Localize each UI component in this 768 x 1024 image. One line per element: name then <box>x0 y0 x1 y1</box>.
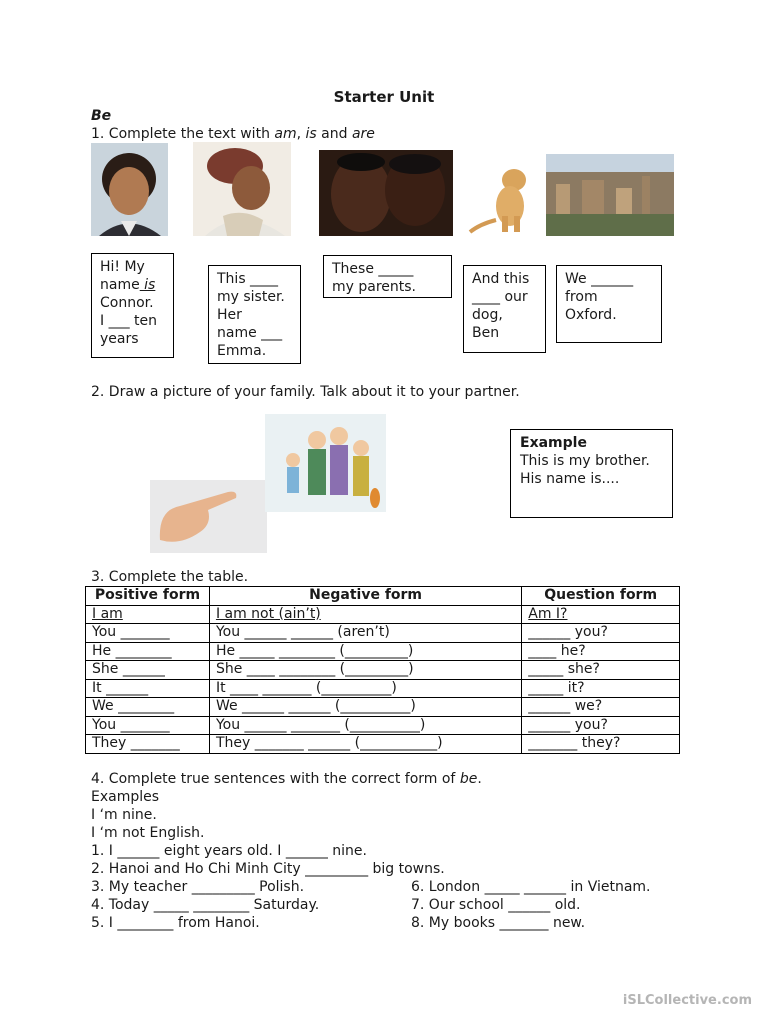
table-row: It ______ It ____ _______ (__________) _____ it? <box>86 679 680 698</box>
sentence-5: 5. I ________ from Hanoi. <box>91 915 260 931</box>
sentence-1: 1. I ______ eight years old. I ______ nine. <box>91 843 367 859</box>
text-box-emma: This ____ my sister. Her name ___ Emma. <box>208 265 301 364</box>
sentence-8: 8. My books _______ new. <box>411 915 586 931</box>
header-positive: Positive form <box>86 587 210 606</box>
header-negative: Negative form <box>209 587 521 606</box>
family-cartoon <box>265 414 386 512</box>
table-row: We ________ We ______ ______ (__________) ______ we? <box>86 698 680 717</box>
brand-watermark: iSLCollective.com <box>622 993 752 1008</box>
table-row: You _______ You ______ ______ (aren’t) ______ you? <box>86 624 680 643</box>
text-box-connor: Hi! My name is Connor. I ___ ten years <box>91 253 174 358</box>
table-row: She ______ She ____ ________ (_________) _____ she? <box>86 661 680 680</box>
table-row: You _______ You ______ _______ (__________) ______ you? <box>86 716 680 735</box>
text-box-dog: And this ____ our dog, Ben <box>463 265 546 353</box>
section-be-heading: Be <box>91 108 112 124</box>
pointing-hand-photo <box>150 480 267 553</box>
text-box-oxford: We ______ from Oxford. <box>556 265 662 343</box>
example-sentence-a: I ‘m nine. <box>91 807 157 823</box>
parents-photo <box>319 150 453 236</box>
example-sentence-b: I ‘m not English. <box>91 825 205 841</box>
sentence-2: 2. Hanoi and Ho Chi Minh City _________ big towns. <box>91 861 445 877</box>
boy-photo <box>91 143 168 236</box>
text-box-parents: These _____ my parents. <box>323 255 452 298</box>
example-title: Example <box>520 435 587 451</box>
examples-label: Examples <box>91 789 160 805</box>
sentence-3: 3. My teacher _________ Polish. <box>91 879 305 895</box>
be-forms-table <box>85 586 680 754</box>
exercise-4-instruction: 4. Complete true sentences with the correct form of be. <box>91 771 482 787</box>
table-row: They _______ They _______ ______ (___________) _______ they? <box>86 735 680 754</box>
sentence-4: 4. Today _____ ________ Saturday. <box>91 897 320 913</box>
sentence-6: 6. London _____ ______ in Vietnam. <box>411 879 651 895</box>
page-title: Starter Unit <box>333 88 435 106</box>
table-row: I am I am not (ain’t) Am I? <box>86 605 680 624</box>
oxford-photo <box>546 154 674 236</box>
example-box: Example This is my brother. His name is.... <box>510 429 673 518</box>
exercise-3-instruction: 3. Complete the table. <box>91 569 249 585</box>
girl-photo <box>193 142 291 236</box>
sentence-7: 7. Our school ______ old. <box>411 897 581 913</box>
exercise-2-instruction: 2. Draw a picture of your family. Talk about it to your partner. <box>91 384 520 400</box>
header-question: Question form <box>522 587 680 606</box>
table-row: He ________ He _____ ________ (_________) ____ he? <box>86 642 680 661</box>
exercise-1-instruction: 1. Complete the text with am, is and are <box>91 126 375 142</box>
dog-photo <box>466 164 538 234</box>
